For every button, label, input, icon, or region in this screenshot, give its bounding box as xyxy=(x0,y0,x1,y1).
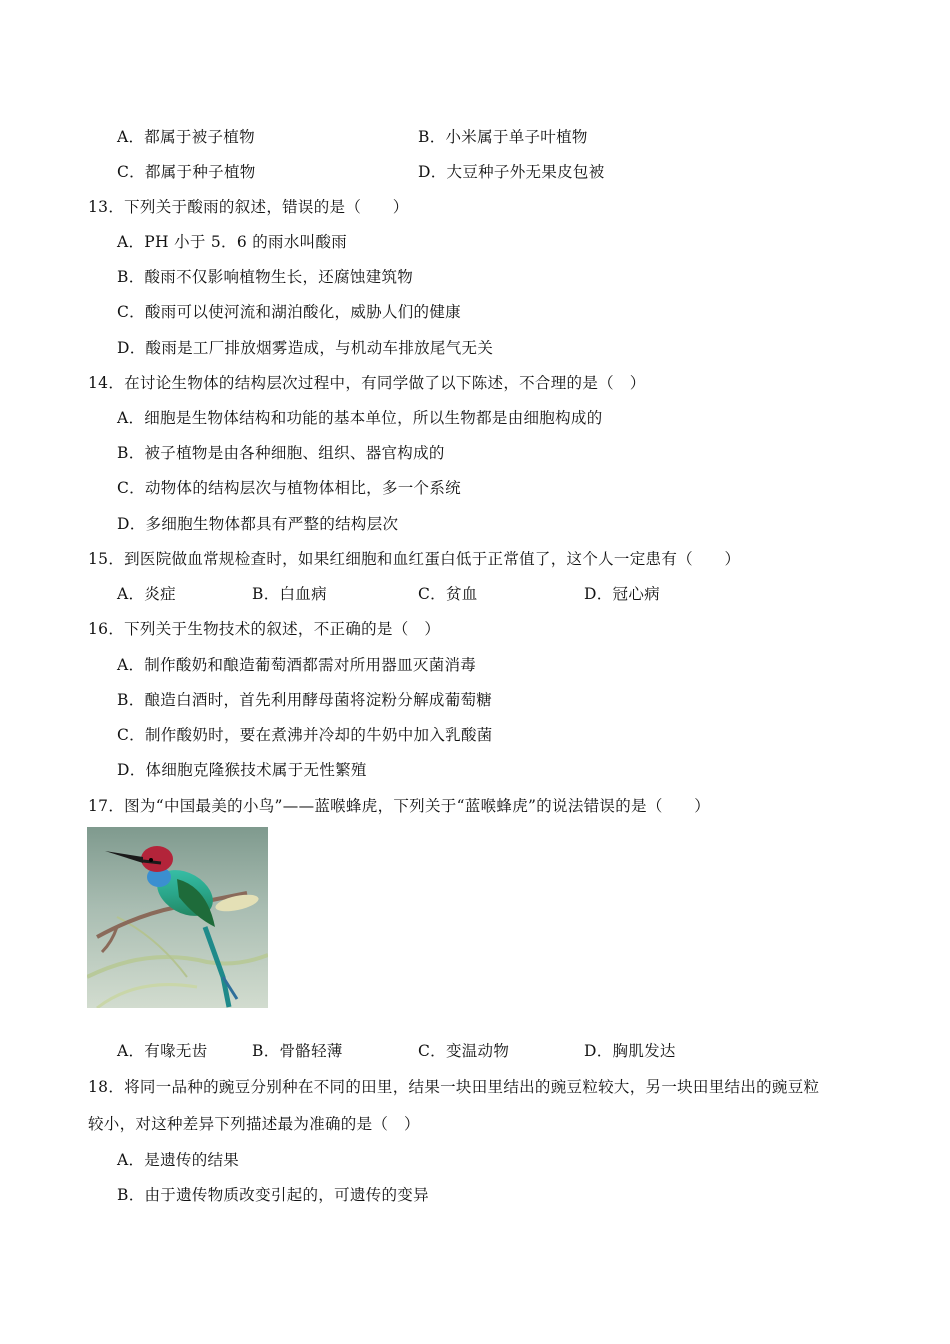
q14-option-d: D．多细胞生物体都具有严整的结构层次 xyxy=(117,515,399,533)
q14-option-a: A．细胞是生物体结构和功能的基本单位，所以生物都是由细胞构成的 xyxy=(117,409,603,427)
q17-option-d: D．胸肌发达 xyxy=(584,1042,676,1060)
q17-option-c: C．变温动物 xyxy=(418,1042,510,1060)
q16-option-c: C．制作酸奶时，要在煮沸并冷却的牛奶中加入乳酸菌 xyxy=(117,726,493,744)
q13-stem: 13．下列关于酸雨的叙述，错误的是（ ） xyxy=(88,198,409,216)
q15-option-b: B．白血病 xyxy=(252,585,327,603)
q12-option-c: C．都属于种子植物 xyxy=(117,163,256,181)
q18-stem-line1: 18．将同一品种的豌豆分别种在不同的田里，结果一块田里结出的豌豆粒较大，另一块田里结出的豌豆粒 xyxy=(88,1078,820,1096)
q12-option-d: D．大豆种子外无果皮包被 xyxy=(418,163,605,181)
q18-stem-line2: 较小，对这种差异下列描述最为准确的是（ ） xyxy=(88,1115,420,1133)
q12-option-a: A．都属于被子植物 xyxy=(117,128,255,146)
q15-option-d: D．冠心病 xyxy=(584,585,660,603)
q13-option-a: A．PH 小于 5．6 的雨水叫酸雨 xyxy=(117,233,348,251)
q14-option-c: C．动物体的结构层次与植物体相比，多一个系统 xyxy=(117,479,461,497)
q15-option-a: A．炎症 xyxy=(117,585,176,603)
q14-option-b: B．被子植物是由各种细胞、组织、器官构成的 xyxy=(117,444,445,462)
q16-option-b: B．酿造白酒时，首先利用酵母菌将淀粉分解成葡萄糖 xyxy=(117,691,493,709)
q14-stem: 14．在讨论生物体的结构层次过程中，有同学做了以下陈述，不合理的是（ ） xyxy=(88,374,646,392)
q18-option-b: B．由于遗传物质改变引起的，可遗传的变异 xyxy=(117,1186,429,1204)
q13-option-d: D．酸雨是工厂排放烟雾造成，与机动车排放尾气无关 xyxy=(117,339,494,357)
q17-option-b: B．骨骼轻薄 xyxy=(252,1042,343,1060)
q15-option-c: C．贫血 xyxy=(418,585,478,603)
q17-stem: 17．图为“中国最美的小鸟”——蓝喉蜂虎，下列关于“蓝喉蜂虎”的说法错误的是（ ） xyxy=(88,797,711,815)
q16-option-a: A．制作酸奶和酿造葡萄酒都需对所用器皿灭菌消毒 xyxy=(117,656,477,674)
q16-option-d: D．体细胞克隆猴技术属于无性繁殖 xyxy=(117,761,367,779)
q15-stem: 15．到医院做血常规检查时，如果红细胞和血红蛋白低于正常值了，这个人一定患有（ ） xyxy=(88,550,741,568)
q16-stem: 16．下列关于生物技术的叙述，不正确的是（ ） xyxy=(88,620,441,638)
q17-option-a: A．有喙无齿 xyxy=(117,1042,208,1060)
q12-option-b: B．小米属于单子叶植物 xyxy=(418,128,588,146)
q18-option-a: A．是遗传的结果 xyxy=(117,1151,240,1169)
q13-option-b: B．酸雨不仅影响植物生长，还腐蚀建筑物 xyxy=(117,268,414,286)
q13-option-c: C．酸雨可以使河流和湖泊酸化，威胁人们的健康 xyxy=(117,303,461,321)
bird-photo xyxy=(87,827,268,1008)
